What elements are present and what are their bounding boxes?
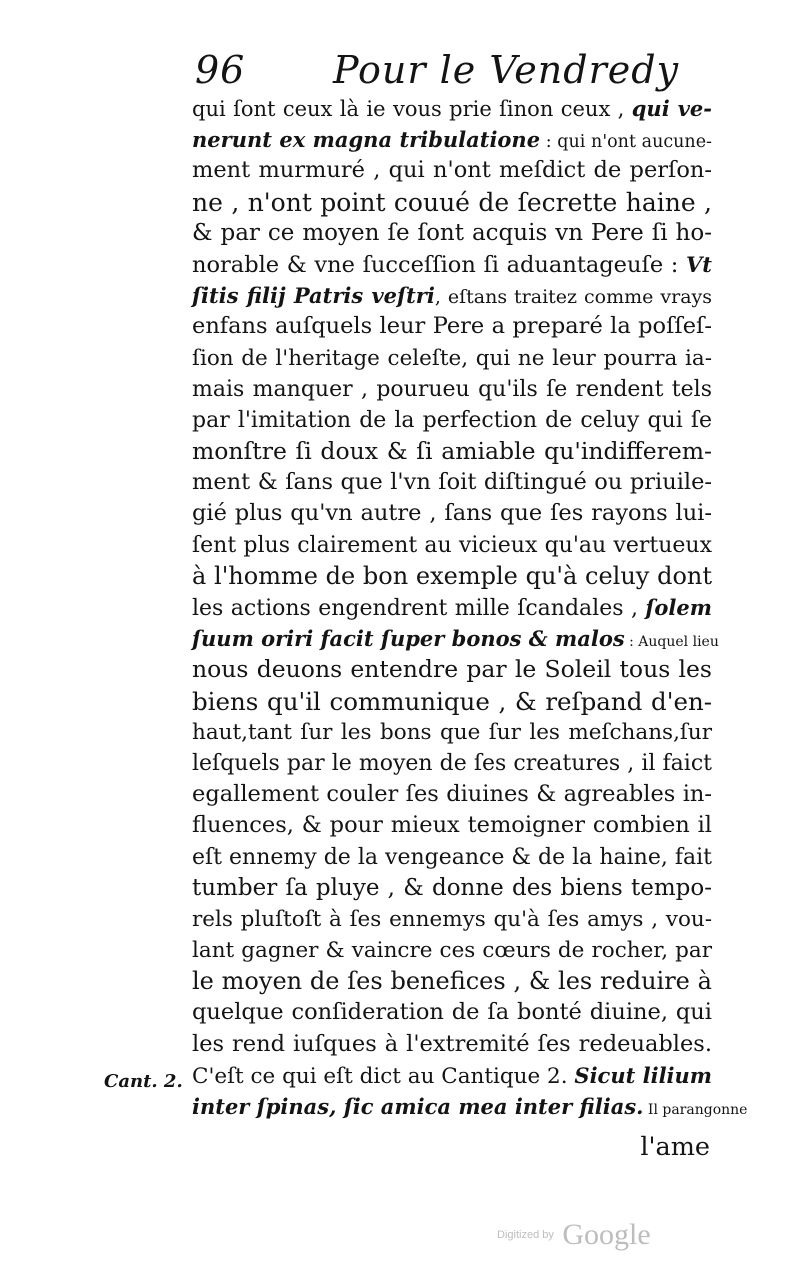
text-run: eſt ennemy de la vengeance & de la haine, fait bbox=[192, 844, 712, 870]
text-line bbox=[192, 623, 719, 654]
text-line bbox=[192, 1091, 748, 1122]
text-run: ment murmuré , qui n'ont meſdict de perſon- bbox=[192, 157, 712, 184]
text-line bbox=[192, 374, 712, 405]
text-run: les rend iuſques à l'extremité ſes redeuables. bbox=[192, 1030, 712, 1057]
text-run: & par ce moyen ſe ſont acquis vn Pere ſi ho- bbox=[192, 219, 712, 246]
text-run: gié plus qu'vn autre , ſans que ſes rayons lui- bbox=[192, 500, 712, 527]
text-line bbox=[192, 311, 712, 342]
text-run: haut,tant ſur les bons que ſur les meſchans,ſur bbox=[192, 719, 712, 745]
text-line bbox=[192, 1029, 712, 1060]
text-line bbox=[192, 779, 712, 810]
text-line bbox=[192, 904, 712, 935]
latin-quotation: nerunt ex magna tribulatione bbox=[192, 127, 541, 153]
text-line bbox=[192, 717, 712, 748]
catchword: l'ame bbox=[640, 1132, 710, 1162]
latin-quotation: Vt bbox=[686, 251, 712, 277]
text-run: ſent plus clairement au vicieux qu'au vertueux bbox=[192, 532, 712, 558]
latin-quotation: ſuum oriri facit ſuper bonos & malos bbox=[192, 626, 625, 652]
text-run: egallement couler ſes diuines & agreables in- bbox=[192, 781, 712, 808]
text-line bbox=[192, 842, 712, 873]
text-line bbox=[192, 218, 712, 249]
text-line bbox=[192, 748, 712, 779]
body-text bbox=[192, 93, 748, 1122]
text-line bbox=[192, 530, 712, 561]
latin-quotation: ſitis filij Patris veſtri bbox=[192, 283, 435, 309]
running-head: Pour le Vendredy bbox=[333, 48, 680, 92]
text-run: monſtre ſi doux & ſi amiable qu'indifferem- bbox=[192, 437, 712, 466]
latin-quotation: Sicut lilium bbox=[574, 1062, 713, 1088]
text-run: le moyen de ſes benefices , & les reduire à bbox=[192, 967, 712, 996]
text-run: les actions engendrent mille ſcandales , bbox=[192, 596, 646, 621]
text-run: tumber ſa pluye , & donne des biens tempo- bbox=[192, 874, 712, 901]
text-run: biens qu'il communique , & reſpand d'en- bbox=[192, 686, 712, 716]
text-run: mais manquer , pourueu qu'ils ſe rendent tels bbox=[192, 376, 712, 402]
text-run: rels pluſtoſt à ſes ennemys qu'à ſes amys , vou- bbox=[192, 906, 712, 932]
text-line bbox=[192, 873, 712, 904]
text-run: à l'homme de bon exemple qu'à celuy dont bbox=[192, 561, 712, 590]
page-number: 96 bbox=[195, 48, 246, 92]
text-run: nous deuons entendre par le Soleil tous les bbox=[192, 655, 712, 684]
latin-quotation: inter ſpinas, ſic amica mea inter filias. bbox=[192, 1094, 644, 1119]
text-run: par l'imitation de la perfection de celuy qui ſe bbox=[192, 407, 712, 433]
text-line bbox=[192, 935, 712, 966]
text-line bbox=[192, 467, 712, 498]
text-run: enfans auſquels leur Pere a preparé la poſſeſ- bbox=[192, 313, 712, 340]
text-run: C'eſt ce qui eſt dict au Cantique 2. bbox=[192, 1063, 575, 1089]
text-line bbox=[192, 654, 712, 685]
digitized-by-watermark bbox=[497, 1218, 651, 1252]
text-run: norable & vne ſucceſſion ſi aduantageuſe : bbox=[192, 251, 686, 278]
text-line bbox=[192, 124, 712, 155]
margin-note: Cant. 2. bbox=[104, 1071, 183, 1092]
text-line bbox=[192, 810, 712, 841]
text-run: Il parangonne bbox=[643, 1102, 748, 1118]
text-run: ne , n'ont point couué de ſecrette haine , bbox=[192, 187, 712, 217]
text-run: quelque conſideration de ſa bonté diuine, qui bbox=[192, 999, 712, 1026]
text-line bbox=[192, 498, 712, 529]
text-run: fluences, & pour mieux temoigner combien il bbox=[192, 812, 712, 839]
text-line bbox=[192, 93, 712, 124]
text-line bbox=[192, 561, 712, 592]
text-line bbox=[192, 436, 712, 467]
text-line bbox=[192, 187, 712, 218]
text-run: , eſtans traitez comme vrays bbox=[434, 286, 712, 309]
text-line bbox=[192, 280, 712, 311]
text-line bbox=[192, 997, 712, 1028]
text-line bbox=[192, 405, 712, 436]
text-line bbox=[192, 343, 712, 374]
text-line bbox=[192, 1060, 712, 1091]
text-run: leſquels par le moyen de ſes creatures , il faict bbox=[192, 750, 712, 776]
latin-quotation: ſolem bbox=[645, 595, 712, 620]
text-line bbox=[192, 592, 712, 623]
google-logo: Google bbox=[562, 1218, 651, 1251]
text-run: : Auquel lieu bbox=[624, 634, 719, 651]
text-line bbox=[192, 966, 712, 997]
text-run: ſion de l'heritage celeſte, qui ne leur pourra ia- bbox=[192, 345, 712, 371]
latin-quotation: qui ve- bbox=[631, 96, 712, 121]
text-run: : qui n'ont aucune- bbox=[540, 132, 712, 153]
text-run: ment & ſans que l'vn ſoit diſtingué ou priuile- bbox=[192, 469, 712, 496]
text-line bbox=[192, 686, 712, 717]
text-line bbox=[192, 155, 712, 186]
page-header bbox=[195, 44, 715, 92]
text-line bbox=[192, 249, 712, 280]
watermark-prefix: Digitized by bbox=[497, 1229, 554, 1241]
text-run: lant gagner & vaincre ces cœurs de rocher, par bbox=[192, 938, 712, 964]
text-run: qui ſont ceux là ie vous prie ſinon ceux , bbox=[192, 97, 632, 121]
